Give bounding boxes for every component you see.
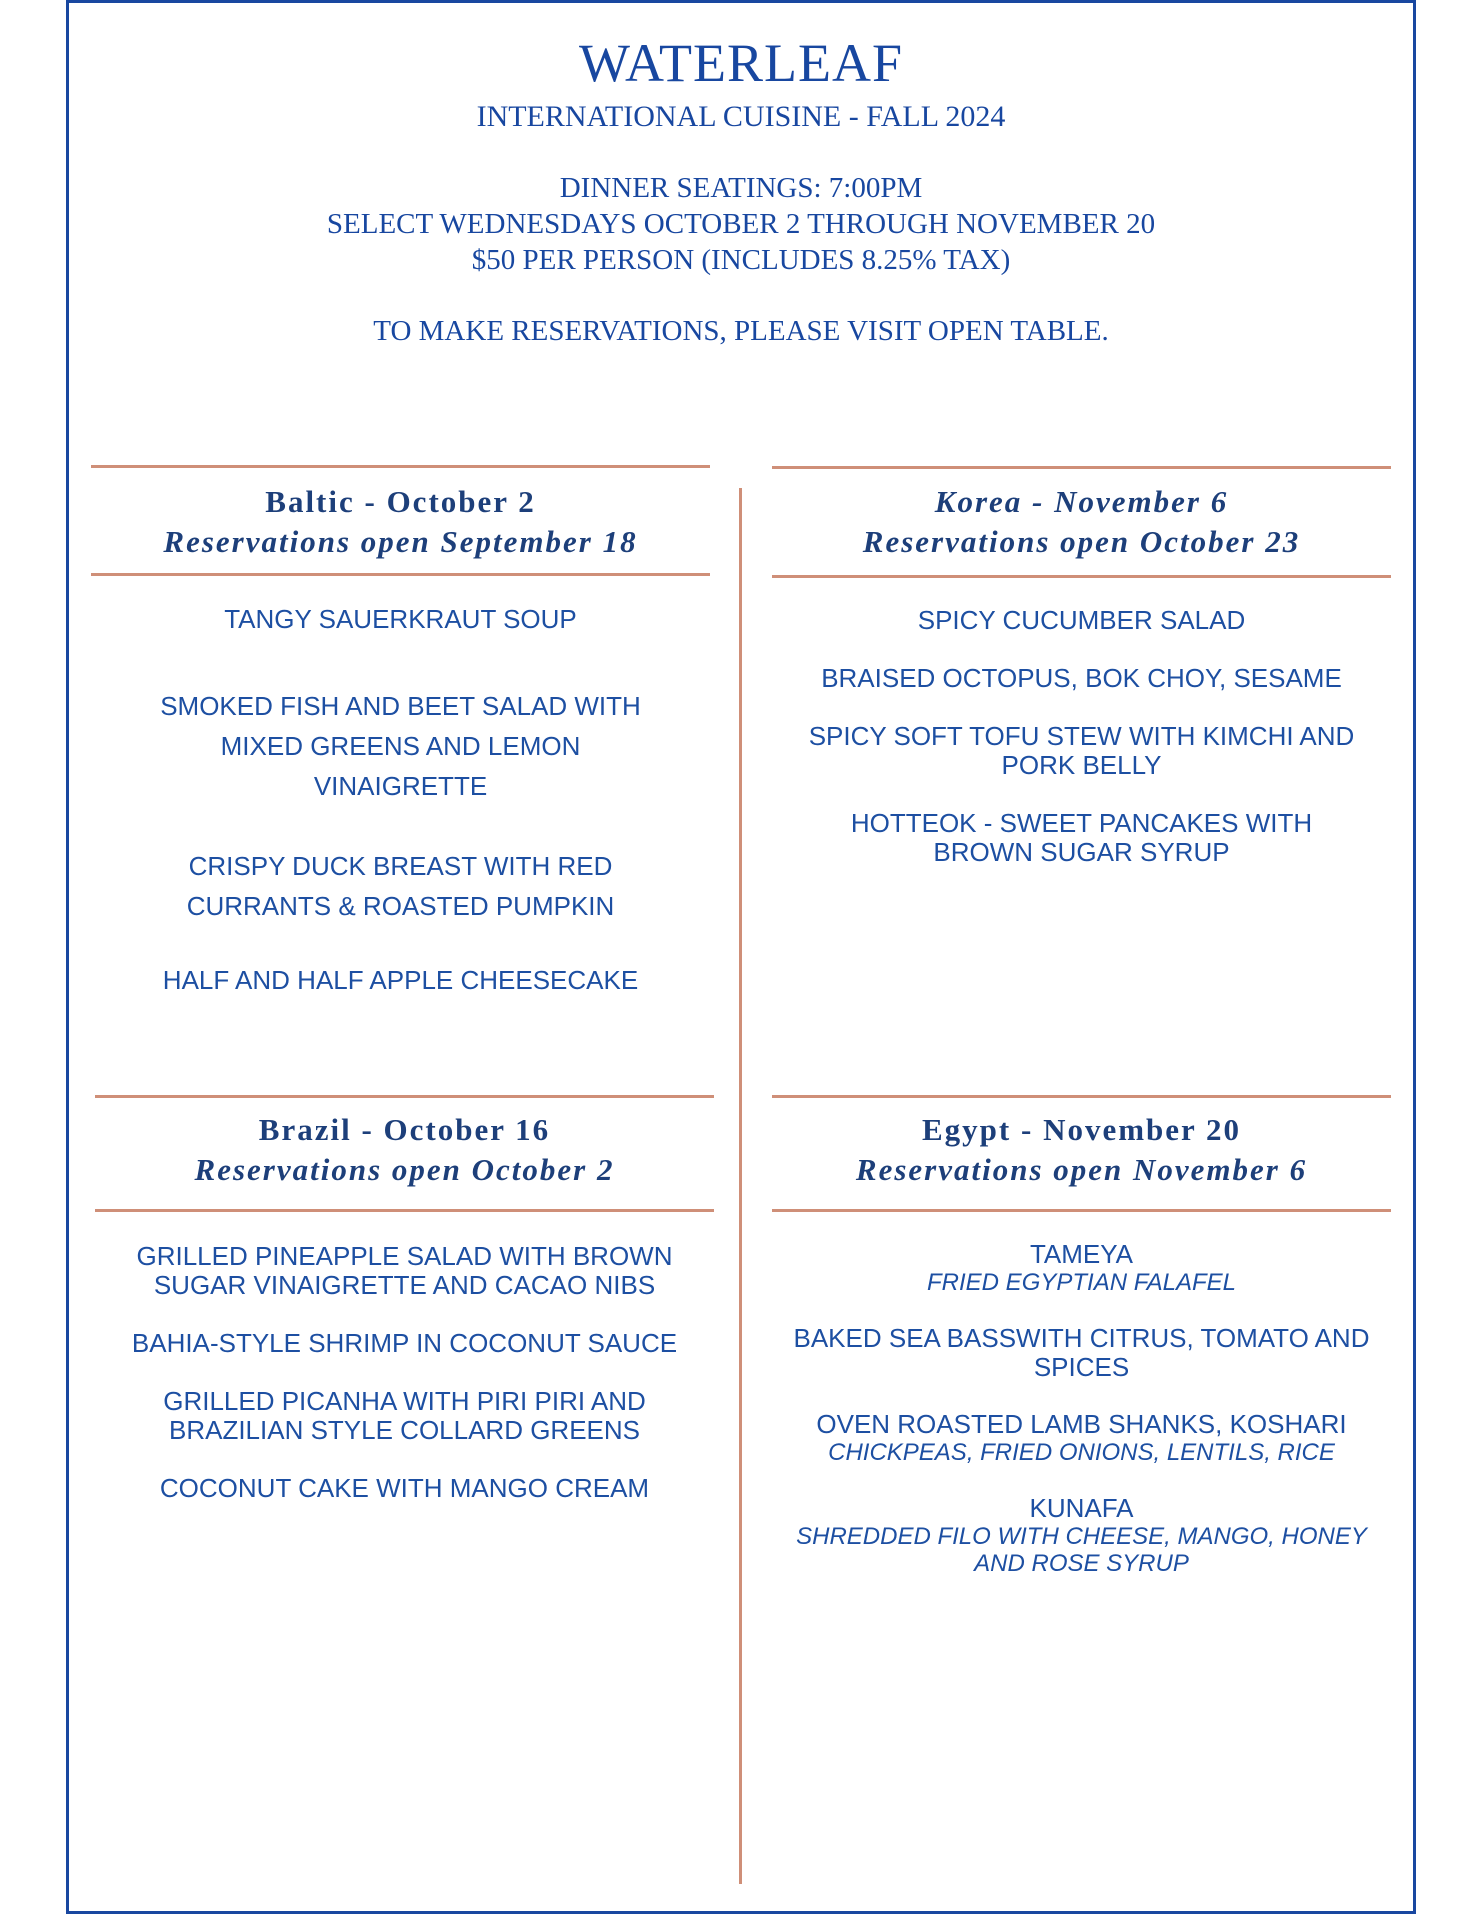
center-divider: [739, 488, 742, 1884]
menu-item: GRILLED PICANHA WITH PIRI PIRI AND BRAZILIAN STYLE COLLARD GREENS: [163, 1386, 646, 1445]
price-line: $50 PER PERSON (INCLUDES 8.25% TAX): [471, 244, 1011, 276]
brazil-title: Brazil - October 16: [258, 1112, 551, 1147]
korea-heading: [772, 482, 1391, 562]
menu-item: TANGY SAUERKRAUT SOUP: [224, 604, 577, 634]
menu-item-note: SHREDDED FILO WITH CHEESE, MANGO, HONEY AND ROSE SYRUP: [796, 1523, 1367, 1577]
menu-subtitle: INTERNATIONAL CUISINE - FALL 2024: [476, 100, 1006, 133]
menu-item: SMOKED FISH AND BEET SALAD WITH MIXED GREENS AND LEMON VINAIGRETTE: [160, 691, 641, 801]
dates-line: SELECT WEDNESDAYS OCTOBER 2 THROUGH NOVEMBER 20: [326, 208, 1156, 240]
menu-item: COCONUT CAKE WITH MANGO CREAM: [159, 1473, 650, 1503]
menu-item: BAKED SEA BASSWITH CITRUS, TOMATO AND SPICES: [793, 1323, 1370, 1382]
divider-brazil-top: [95, 1095, 714, 1098]
egypt-menu: [772, 1240, 1391, 1577]
baltic-menu: [91, 605, 710, 995]
seatings-line: DINNER SEATINGS: 7:00PM: [559, 172, 923, 204]
reservation-note: TO MAKE RESERVATIONS, PLEASE VISIT OPEN TABLE.: [373, 315, 1109, 347]
korea-title: Korea - November 6: [934, 484, 1229, 519]
brazil-menu: [95, 1242, 714, 1503]
menu-item: BRAISED OCTOPUS, BOK CHOY, SESAME: [821, 663, 1342, 693]
menu-item-note: FRIED EGYPTIAN FALAFEL: [927, 1269, 1236, 1296]
baltic-heading: [91, 482, 710, 562]
menu-item: OVEN ROASTED LAMB SHANKS, KOSHARI: [816, 1409, 1347, 1439]
egypt-title: Egypt - November 20: [922, 1112, 1241, 1147]
menu-item: BAHIA-STYLE SHRIMP IN COCONUT SAUCE: [131, 1328, 678, 1358]
divider-korea-bottom: [772, 575, 1391, 578]
korea-reservations: Reservations open October 23: [862, 524, 1301, 559]
egypt-reservations: Reservations open November 6: [855, 1152, 1308, 1187]
brazil-reservations: Reservations open October 2: [194, 1152, 615, 1187]
divider-egypt-top: [772, 1095, 1391, 1098]
korea-menu: [772, 606, 1391, 867]
divider-baltic-top: [91, 465, 710, 468]
menu-item: SPICY SOFT TOFU STEW WITH KIMCHI AND PORK BELLY: [808, 721, 1355, 780]
baltic-reservations: Reservations open September 18: [163, 524, 638, 559]
divider-baltic-bottom: [91, 573, 710, 576]
divider-brazil-bottom: [95, 1209, 714, 1212]
restaurant-title: WATERLEAF: [579, 33, 903, 93]
menu-item-note: CHICKPEAS, FRIED ONIONS, LENTILS, RICE: [828, 1439, 1335, 1466]
egypt-heading: [772, 1110, 1391, 1190]
menu-item: HOTTEOK - SWEET PANCAKES WITH BROWN SUGAR SYRUP: [850, 808, 1313, 867]
menu-item: KUNAFA: [1029, 1493, 1134, 1523]
menu-item: SPICY CUCUMBER SALAD: [917, 605, 1246, 635]
brazil-heading: [95, 1110, 714, 1190]
baltic-title: Baltic - October 2: [265, 484, 536, 519]
menu-item: HALF AND HALF APPLE CHEESECAKE: [162, 965, 639, 995]
divider-korea-top: [772, 466, 1391, 469]
divider-egypt-bottom: [772, 1209, 1391, 1212]
dinner-info: [66, 170, 1416, 278]
menu-item: CRISPY DUCK BREAST WITH RED CURRANTS & ROASTED PUMPKIN: [186, 851, 615, 921]
menu-item: TAMEYA: [1029, 1239, 1134, 1269]
menu-item: GRILLED PINEAPPLE SALAD WITH BROWN SUGAR VINAIGRETTE AND CACAO NIBS: [136, 1241, 673, 1300]
